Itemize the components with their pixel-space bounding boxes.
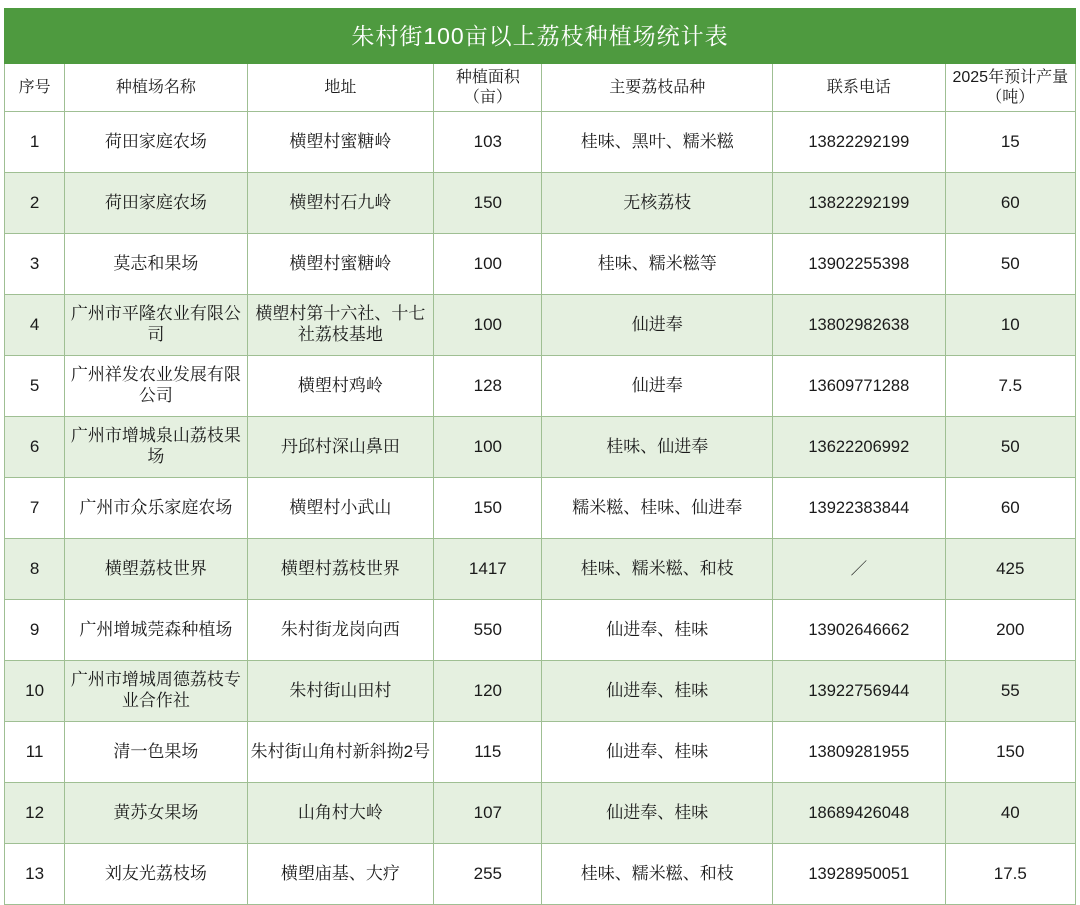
table-row: [5, 661, 1076, 722]
cell-variety: 仙进奉、桂味: [542, 661, 773, 722]
column-header-yield: 2025年预计产量（吨）: [945, 64, 1075, 112]
cell-address: 朱村街龙岗向西: [247, 600, 434, 661]
cell-address: 朱村街山角村新斜拗2号: [247, 722, 434, 783]
cell-no: 1: [5, 112, 65, 173]
cell-area: 115: [434, 722, 542, 783]
cell-yield: 15: [945, 112, 1075, 173]
cell-area: 100: [434, 295, 542, 356]
cell-phone: 13822292199: [773, 173, 945, 234]
cell-address: 横塱村蜜糖岭: [247, 112, 434, 173]
cell-phone: 13902255398: [773, 234, 945, 295]
cell-yield: 150: [945, 722, 1075, 783]
column-header-area: 种植面积（亩）: [434, 64, 542, 112]
cell-variety: 仙进奉、桂味: [542, 600, 773, 661]
table-title-row: [5, 9, 1076, 64]
table-header-row: [5, 64, 1076, 112]
cell-yield: 60: [945, 173, 1075, 234]
cell-no: 5: [5, 356, 65, 417]
cell-farm-name: 广州市众乐家庭农场: [65, 478, 248, 539]
cell-phone: 13922383844: [773, 478, 945, 539]
cell-no: 8: [5, 539, 65, 600]
cell-address: 山角村大岭: [247, 783, 434, 844]
cell-farm-name: 清一色果场: [65, 722, 248, 783]
cell-phone: 13822292199: [773, 112, 945, 173]
cell-no: 10: [5, 661, 65, 722]
cell-address: 横塱庙基、大疗: [247, 844, 434, 905]
cell-farm-name: 广州增城莞森种植场: [65, 600, 248, 661]
cell-address: 横塱村第十六社、十七社荔枝基地: [247, 295, 434, 356]
cell-address: 横塱村鸡岭: [247, 356, 434, 417]
table-row: [5, 600, 1076, 661]
cell-area: 100: [434, 234, 542, 295]
cell-area: 107: [434, 783, 542, 844]
page-title: 朱村街100亩以上荔枝种植场统计表: [5, 9, 1076, 64]
table-row: [5, 173, 1076, 234]
cell-yield: 200: [945, 600, 1075, 661]
cell-no: 4: [5, 295, 65, 356]
cell-yield: 50: [945, 417, 1075, 478]
cell-phone: 13922756944: [773, 661, 945, 722]
cell-phone: 13928950051: [773, 844, 945, 905]
cell-area: 120: [434, 661, 542, 722]
cell-yield: 55: [945, 661, 1075, 722]
cell-farm-name: 荷田家庭农场: [65, 173, 248, 234]
cell-variety: 糯米糍、桂味、仙进奉: [542, 478, 773, 539]
cell-phone: 18689426048: [773, 783, 945, 844]
cell-no: 6: [5, 417, 65, 478]
cell-no: 3: [5, 234, 65, 295]
cell-farm-name: 黄苏女果场: [65, 783, 248, 844]
column-header-variety: 主要荔枝品种: [542, 64, 773, 112]
cell-no: 13: [5, 844, 65, 905]
cell-farm-name: 横塱荔枝世界: [65, 539, 248, 600]
cell-address: 朱村街山田村: [247, 661, 434, 722]
cell-variety: 仙进奉: [542, 295, 773, 356]
cell-no: 7: [5, 478, 65, 539]
cell-area: 103: [434, 112, 542, 173]
cell-phone: 13809281955: [773, 722, 945, 783]
table-row: [5, 722, 1076, 783]
cell-no: 11: [5, 722, 65, 783]
cell-yield: 50: [945, 234, 1075, 295]
planting-farms-table: [4, 8, 1076, 905]
table-body: [5, 112, 1076, 905]
cell-no: 12: [5, 783, 65, 844]
cell-farm-name: 莫志和果场: [65, 234, 248, 295]
cell-yield: 425: [945, 539, 1075, 600]
cell-phone: ／: [773, 539, 945, 600]
cell-area: 150: [434, 173, 542, 234]
column-header-phone: 联系电话: [773, 64, 945, 112]
cell-yield: 17.5: [945, 844, 1075, 905]
column-header-address: 地址: [247, 64, 434, 112]
cell-yield: 40: [945, 783, 1075, 844]
cell-farm-name: 广州市增城泉山荔枝果场: [65, 417, 248, 478]
cell-variety: 无核荔枝: [542, 173, 773, 234]
cell-address: 横塱村蜜糖岭: [247, 234, 434, 295]
cell-yield: 60: [945, 478, 1075, 539]
cell-area: 100: [434, 417, 542, 478]
column-header-name: 种植场名称: [65, 64, 248, 112]
cell-phone: 13802982638: [773, 295, 945, 356]
cell-variety: 仙进奉: [542, 356, 773, 417]
cell-farm-name: 刘友光荔枝场: [65, 844, 248, 905]
table-row: [5, 234, 1076, 295]
cell-variety: 桂味、糯米糍等: [542, 234, 773, 295]
cell-farm-name: 广州市增城周德荔枝专业合作社: [65, 661, 248, 722]
cell-variety: 桂味、黑叶、糯米糍: [542, 112, 773, 173]
cell-phone: 13902646662: [773, 600, 945, 661]
cell-no: 9: [5, 600, 65, 661]
cell-variety: 仙进奉、桂味: [542, 722, 773, 783]
cell-phone: 13609771288: [773, 356, 945, 417]
cell-area: 550: [434, 600, 542, 661]
table-row: [5, 417, 1076, 478]
cell-area: 128: [434, 356, 542, 417]
cell-variety: 桂味、糯米糍、和枝: [542, 539, 773, 600]
column-header-no: 序号: [5, 64, 65, 112]
table-row: [5, 112, 1076, 173]
cell-yield: 7.5: [945, 356, 1075, 417]
cell-yield: 10: [945, 295, 1075, 356]
cell-area: 1417: [434, 539, 542, 600]
cell-variety: 桂味、糯米糍、和枝: [542, 844, 773, 905]
cell-address: 横塱村小武山: [247, 478, 434, 539]
cell-phone: 13622206992: [773, 417, 945, 478]
cell-address: 横塱村荔枝世界: [247, 539, 434, 600]
cell-area: 150: [434, 478, 542, 539]
table-row: [5, 539, 1076, 600]
table-row: [5, 356, 1076, 417]
table-row: [5, 783, 1076, 844]
cell-variety: 仙进奉、桂味: [542, 783, 773, 844]
cell-no: 2: [5, 173, 65, 234]
cell-address: 丹邱村深山鼻田: [247, 417, 434, 478]
cell-farm-name: 广州祥发农业发展有限公司: [65, 356, 248, 417]
table-row: [5, 844, 1076, 905]
cell-variety: 桂味、仙进奉: [542, 417, 773, 478]
cell-farm-name: 荷田家庭农场: [65, 112, 248, 173]
cell-farm-name: 广州市平隆农业有限公司: [65, 295, 248, 356]
cell-address: 横塱村石九岭: [247, 173, 434, 234]
table-row: [5, 478, 1076, 539]
table-row: [5, 295, 1076, 356]
cell-area: 255: [434, 844, 542, 905]
